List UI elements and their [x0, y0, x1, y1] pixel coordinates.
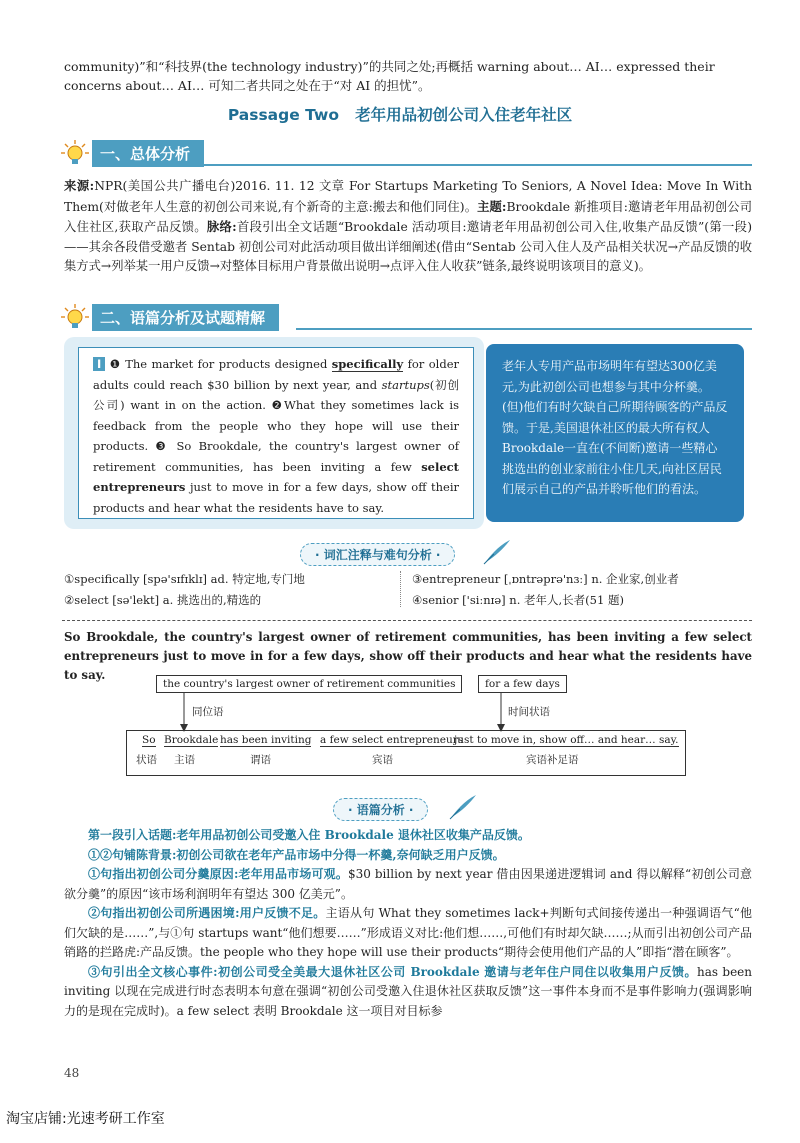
paragraph-marker: I: [93, 357, 105, 371]
part-complement: just to move in, show off… and hear… say.: [454, 734, 679, 746]
dashed-divider: [62, 620, 752, 621]
discourse-text-4: 主语从句 What they sometimes lack+判断句式间接传递出一种强调语气“他们欠缺的是……”,与①句 startups want“他们想要……”形成语义对比:他们想……,可他们有时却欠缺……;从而引出初创公司产品销路的拦路虎:产品反馈。the people who they hope will use their products“期待会使用他们产品的人”即指“潜在顾客”。: [64, 906, 752, 959]
section-heading-discourse: [60, 303, 279, 331]
part-adverbial: So: [142, 734, 156, 746]
lightbulb-icon: [60, 139, 90, 167]
part-subject: Brookdale: [164, 734, 219, 746]
top-line-1: community)”和“科技界(the technology industry)”的共同之处;再概括 warning about… AI… expressed their: [64, 59, 715, 74]
discourse-pill: · 语篇分析 ·: [333, 798, 428, 821]
translation-text: 老年人专用产品市场明年有望达300亿美元,为此初创公司也想参与其中分杯羹。(但)他们有时欠缺自己所期待顾客的产品反馈。于是,美国退休社区的最大所有权人 Brookdale一直在(不间断)邀请一些精心挑选出的创业家前往小住几天,向社区居民们展示自己的产品并聆听他们的看法。: [502, 356, 728, 500]
discourse-head-5: ③句引出全文核心事件:初创公司受全美最大退休社区公司 Brookdale 邀请与老年住户同住以收集用户反馈。: [88, 964, 698, 979]
time-label: 时间状语: [508, 706, 550, 718]
translation-box: [486, 344, 744, 522]
section-divider: [296, 328, 752, 330]
footer-shop-text: 淘宝店铺:光速考研工作室: [6, 1111, 165, 1127]
discourse-head-4: ②句指出初创公司所遇困境:用户反馈不足。: [88, 906, 326, 920]
discourse-head-3: ①句指出初创公司分羹原因:老年用品市场可观。: [88, 867, 348, 881]
vocab-item: ④senior ['siːnɪə] n. 老年人,长者(51 题): [412, 593, 624, 607]
passage-keyword: entrepreneurs: [93, 480, 186, 494]
source-label: 来源:: [64, 178, 95, 193]
vocab-divider: [400, 571, 408, 607]
top-line-2: concerns about… AI… 可知二者共同之处在于“对 AI 的担忧”。: [64, 78, 431, 93]
context-label: 脉络:: [206, 219, 237, 234]
quill-icon: [446, 793, 478, 821]
structure-diagram: [126, 670, 686, 776]
vocab-pill: · 词汇注释与难句分析 ·: [300, 543, 455, 566]
passage-seg: just to move in for a few days, show off their products and hear what the residents have to say.: [93, 480, 459, 515]
passage-box: [64, 337, 484, 529]
label-adverbial: 状语: [136, 754, 157, 766]
section-tag: 二、语篇分析及试题精解: [92, 304, 279, 331]
topic-label: 主题:: [477, 198, 507, 214]
overview-paragraph: [64, 176, 752, 277]
discourse-analysis: [64, 826, 752, 1021]
passage-seg: ❶ The market for products designed: [109, 357, 332, 371]
section-tag: 一、总体分析: [92, 140, 204, 167]
lightbulb-icon: [60, 303, 90, 331]
page-number: 48: [64, 1066, 80, 1080]
passage-seg: for older adults could reach $30 billion by next year, and: [93, 357, 459, 392]
context-text: 首段引出全文话题“Brookdale 活动项目:邀请老年用品初创公司入住,收集产品反馈”(第一段)——其余各段借受邀者 Sentab 初创公司对此活动项目做出详细阐述(借由“Sentab 公司入住人及产品相关状况→产品反馈的收集方式→列举某一用户反馈→对整体目标用户背景做出说明→点评入住人收获”链条,最终说明该项目的意义)。: [64, 220, 752, 273]
part-predicate: has been inviting: [220, 734, 312, 746]
part-object: a few select entrepreneurs: [320, 734, 464, 746]
section-divider: [200, 164, 752, 166]
label-object: 宾语: [372, 754, 393, 766]
vocab-item: ②select [sə'lekt] a. 挑选出的,精选的: [64, 593, 262, 607]
key-sentence: So Brookdale, the country's largest owner of retirement communities, has been inviting a few select entrepreneurs just to move in for a few days, show off their products and hear what the residents have to say.: [64, 630, 752, 682]
footer-bar: [0, 1092, 800, 1143]
passage-seg: (初创公司) want in on the action. ❷What they sometimes lack is feedback from the people who they hope will use their products. ❸ So Brookdale, the country's largest owner of retirement communities, has been inviting a few: [93, 377, 459, 474]
topic-text: Brookdale 新推项目:邀请老年用品初创公司入住社区,获取产品反馈。: [64, 199, 752, 234]
passage-text: [78, 347, 474, 519]
time-adverbial-box: for a few days: [478, 675, 567, 693]
label-predicate: 谓语: [250, 754, 271, 766]
vocab-item: ①specifically [spə'sɪfɪklɪ] ad. 特定地,专门地: [64, 572, 305, 586]
label-subject: 主语: [174, 754, 195, 766]
discourse-text-3: $30 billion by next year 借由因果递进逻辑词 and 得以解释“初创公司意欲分羹”的原因“该市场利润明年有望达 300 亿美元”。: [64, 867, 752, 901]
appositive-label: 同位语: [192, 706, 224, 718]
passage-keyword: startups: [381, 377, 430, 392]
appositive-box: the country's largest owner of retirement communities: [156, 675, 462, 693]
passage-keyword: specifically: [331, 357, 404, 371]
label-complement: 宾语补足语: [526, 754, 579, 766]
discourse-head-1: 第一段引入话题:老年用品初创公司受邀入住 Brookdale 退休社区收集产品反馈。: [88, 828, 530, 842]
discourse-head-2: ①②句铺陈背景:初创公司欲在老年产品市场中分得一杯羹,奈何缺乏用户反馈。: [88, 847, 505, 862]
vocab-item: ③entrepreneur [ˌɒntrəprə'nɜː] n. 企业家,创业者: [412, 572, 679, 586]
passage-title: Passage Two 老年用品初创公司入住老年社区: [227, 106, 573, 124]
top-paragraph: [64, 57, 752, 95]
discourse-text-5: has been inviting 以现在完成进行时态表明本句意在强调“初创公司受邀入住退休社区获取反馈”这一事件本身而不是事件影响力(强调影响力的是现在完成时)。a few select 表明 Brookdale 这一项目对目标参: [64, 964, 753, 1018]
quill-icon: [480, 538, 512, 566]
source-text: NPR(美国公共广播电台)2016. 11. 12 文章 For Startups Marketing To Seniors, A Novel Idea: Move In With Them(对做老年人生意的初创公司来说,有个新奇的主意:搬去和他们同住)。: [64, 179, 752, 214]
passage-keyword: select: [421, 459, 459, 474]
section-heading-overall: [60, 139, 204, 167]
